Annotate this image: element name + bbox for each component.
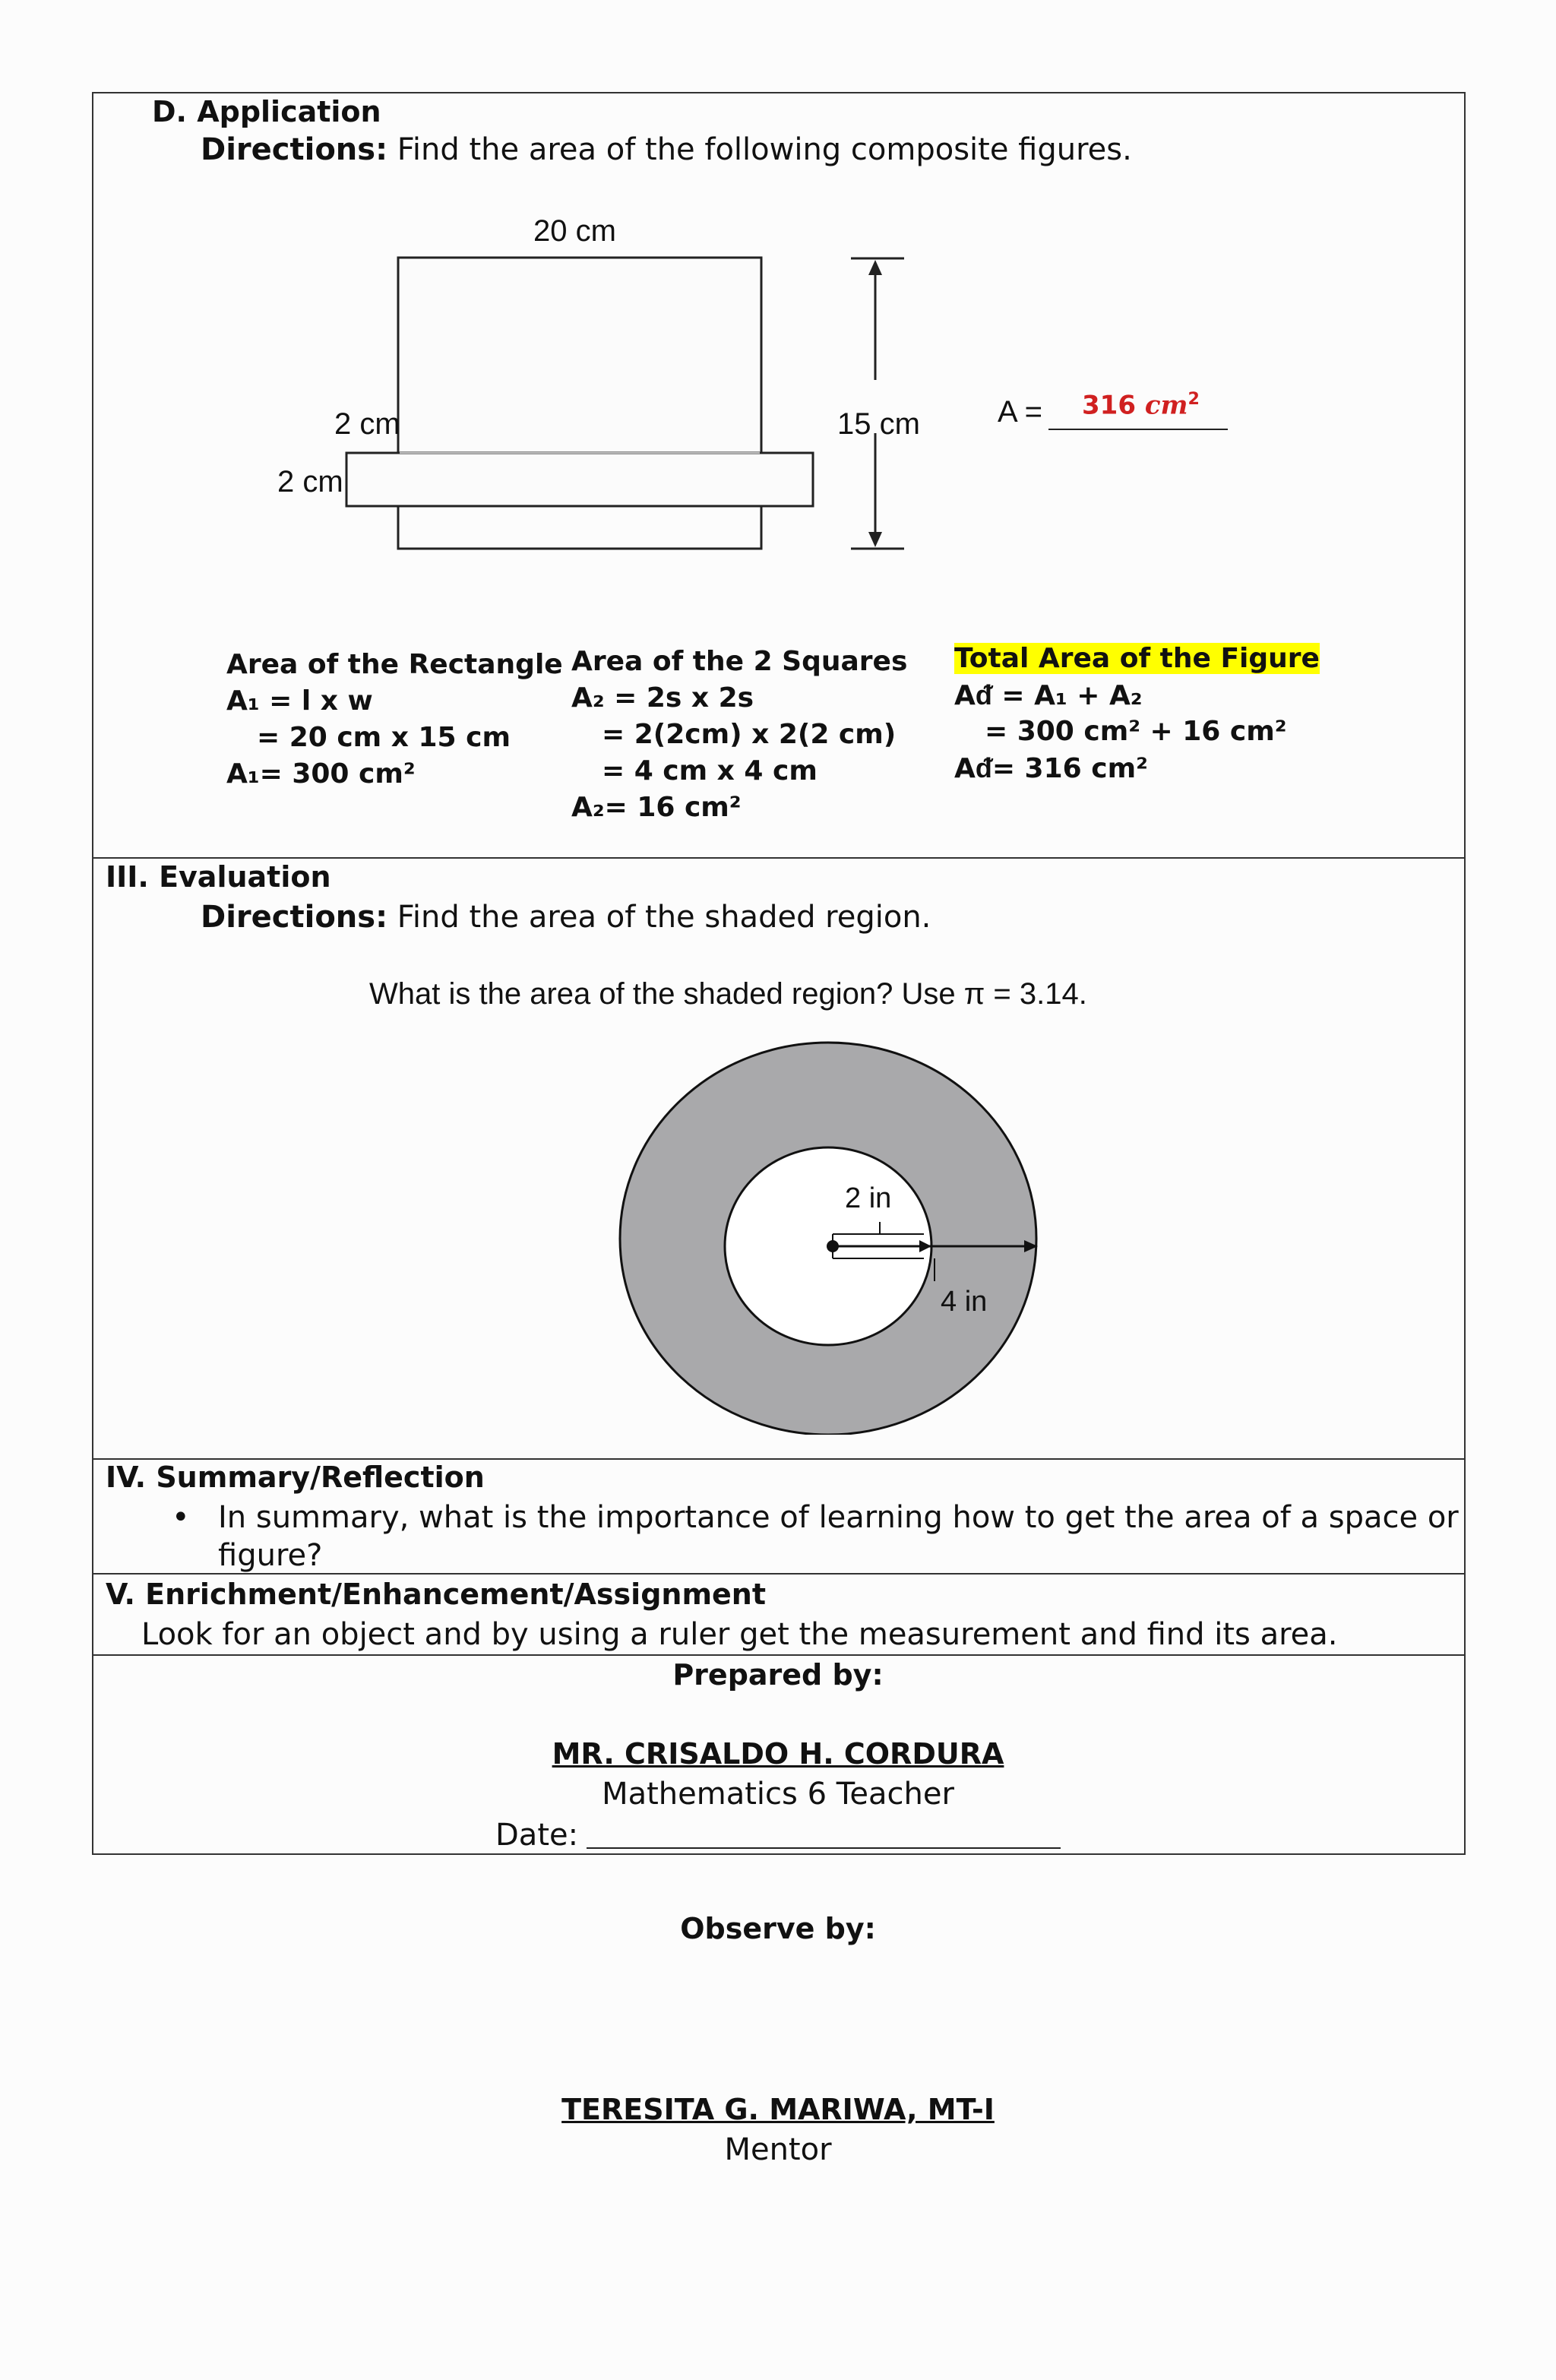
outer-radius-label: 4 in (941, 1286, 988, 1318)
row-divider (93, 1654, 1464, 1656)
date-label: Date: (495, 1818, 579, 1853)
row-divider (93, 1458, 1464, 1460)
squares-line2: = 2(2cm) x 2(2 cm) (602, 719, 897, 750)
total-title: Total Area of the Figure (954, 643, 1320, 674)
mentor-name: TERESITA G. MARIWA, MT-I (561, 2093, 995, 2126)
figure-overlap (400, 454, 760, 505)
teacher-role: Mathematics 6 Teacher (602, 1777, 954, 1812)
directions-label: Directions: (201, 132, 388, 167)
figure-height-label: 15 cm (837, 407, 920, 441)
summary-bullet-line1: In summary, what is the importance of learning how to get the area of a space or (218, 1500, 1459, 1535)
total-line2: = 300 cm² + 16 cm² (985, 716, 1287, 747)
application-heading: D. Application (152, 95, 381, 128)
enrichment-heading: V. Enrichment/Enhancement/Assignment (106, 1578, 767, 1611)
summary-bullet-line2: figure? (218, 1538, 323, 1573)
evaluation-directions (201, 900, 931, 935)
row-divider (93, 857, 1464, 859)
rectangle-line1: A₁ = l x w (226, 685, 373, 717)
figure-left-label-lower: 2 cm (277, 465, 343, 498)
rectangle-line3: A₁= 300 cm² (226, 758, 416, 790)
total-line1: Aᵭ = A₁ + A₂ (954, 680, 1143, 711)
directions-text: Find the area of the shaded region. (387, 900, 931, 935)
bullet-icon: • (172, 1500, 190, 1535)
figure-left-label-upper: 2 cm (334, 407, 400, 441)
figure-top-label: 20 cm (533, 214, 616, 248)
directions-label: Directions: (201, 900, 388, 935)
figure-bottom (398, 506, 761, 549)
directions-text: Find the area of the following composite figures. (387, 132, 1132, 167)
figure-rectangle (398, 258, 761, 453)
date-line (587, 1847, 1061, 1849)
rectangle-line2: = 20 cm x 15 cm (257, 722, 511, 753)
arrow-down-icon (868, 532, 882, 547)
evaluation-heading: III. Evaluation (106, 860, 331, 894)
total-line3: Aᵭ= 316 cm² (954, 753, 1148, 784)
answer-value: 316 $cm^2$ (1082, 389, 1200, 421)
answer-line (1048, 429, 1228, 430)
application-directions (201, 132, 1132, 167)
squares-title: Area of the 2 Squares (571, 646, 908, 677)
ring-figure (608, 1040, 1048, 1435)
composite-figure (251, 205, 935, 570)
inner-radius-label: 2 in (845, 1182, 892, 1214)
squares-line1: A₂ = 2s x 2s (571, 682, 754, 714)
prepared-by-label: Prepared by: (672, 1658, 884, 1692)
enrichment-text: Look for an object and by using a ruler get the measurement and find its area. (141, 1617, 1338, 1652)
summary-heading: IV. Summary/Reflection (106, 1461, 485, 1494)
rectangle-title: Area of the Rectangle (226, 649, 563, 680)
squares-line4: A₂= 16 cm² (571, 792, 742, 823)
squares-line3: = 4 cm x 4 cm (602, 755, 818, 786)
observe-by-label: Observe by: (680, 1912, 876, 1945)
teacher-name: MR. CRISALDO H. CORDURA (552, 1737, 1004, 1771)
row-divider (93, 1573, 1464, 1575)
mentor-role: Mentor (724, 2132, 832, 2167)
arrow-up-icon (868, 260, 882, 275)
answer-prefix: A = (998, 395, 1042, 429)
evaluation-question: What is the area of the shaded region? Use π = 3.14. (369, 977, 1087, 1011)
